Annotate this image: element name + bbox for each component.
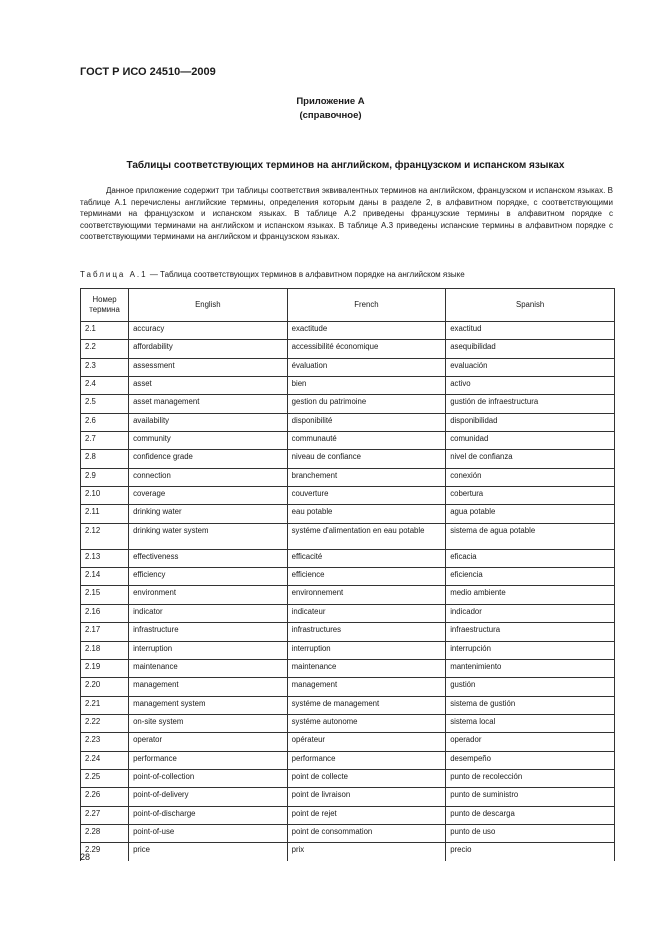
french-term-cell: maintenance [287, 659, 446, 677]
table-body [81, 322, 615, 861]
spanish-term-cell: desempeño [446, 751, 615, 769]
french-term-cell: communauté [287, 432, 446, 450]
term-number-cell: 2.26 [81, 788, 129, 806]
spanish-term-cell: sistema de gustión [446, 696, 615, 714]
english-term-cell: drinking water [129, 505, 288, 523]
english-term-cell: environment [129, 586, 288, 604]
english-term-cell: point-of-delivery [129, 788, 288, 806]
page-number: 28 [80, 852, 91, 862]
spanish-term-cell: punto de descarga [446, 806, 615, 824]
table-row [81, 450, 615, 468]
header-french: French [287, 289, 446, 322]
spanish-term-cell: precio [446, 843, 615, 861]
english-term-cell: maintenance [129, 659, 288, 677]
table-row [81, 843, 615, 861]
table-row [81, 604, 615, 622]
spanish-term-cell: evaluación [446, 358, 615, 376]
table-row [81, 678, 615, 696]
spanish-term-cell: operador [446, 733, 615, 751]
table-row [81, 340, 615, 358]
spanish-term-cell: cobertura [446, 487, 615, 505]
french-term-cell: niveau de confiance [287, 450, 446, 468]
spanish-term-cell: agua potable [446, 505, 615, 523]
spanish-term-cell: conexión [446, 468, 615, 486]
english-term-cell: affordability [129, 340, 288, 358]
term-number-cell: 2.27 [81, 806, 129, 824]
table-row [81, 586, 615, 604]
table-row [81, 505, 615, 523]
french-term-cell: management [287, 678, 446, 696]
spanish-term-cell: eficacia [446, 549, 615, 567]
table-row [81, 432, 615, 450]
header-spanish: Spanish [446, 289, 615, 322]
french-term-cell: branchement [287, 468, 446, 486]
french-term-cell: évaluation [287, 358, 446, 376]
french-term-cell: point de collecte [287, 769, 446, 787]
french-term-cell: eau potable [287, 505, 446, 523]
english-term-cell: connection [129, 468, 288, 486]
english-term-cell: interruption [129, 641, 288, 659]
spanish-term-cell: gustión de infraestructura [446, 395, 615, 413]
spanish-term-cell: medio ambiente [446, 586, 615, 604]
table-row [81, 395, 615, 413]
english-term-cell: confidence grade [129, 450, 288, 468]
spanish-term-cell: punto de uso [446, 824, 615, 842]
spanish-term-cell: interrupción [446, 641, 615, 659]
french-term-cell: performance [287, 751, 446, 769]
table-row [81, 806, 615, 824]
french-term-cell: gestion du patrimoine [287, 395, 446, 413]
term-number-cell: 2.2 [81, 340, 129, 358]
english-term-cell: performance [129, 751, 288, 769]
english-term-cell: asset management [129, 395, 288, 413]
term-number-cell: 2.15 [81, 586, 129, 604]
french-term-cell: systéme autonome [287, 714, 446, 732]
english-term-cell: on-site system [129, 714, 288, 732]
term-number-cell: 2.29 [81, 843, 129, 861]
english-term-cell: drinking water system [129, 523, 288, 549]
table-row [81, 413, 615, 431]
spanish-term-cell: exactitud [446, 322, 615, 340]
english-term-cell: effectiveness [129, 549, 288, 567]
table-row [81, 377, 615, 395]
english-term-cell: infrastructure [129, 623, 288, 641]
table-row [81, 788, 615, 806]
spanish-term-cell: gustión [446, 678, 615, 696]
term-number-cell: 2.3 [81, 358, 129, 376]
english-term-cell: management [129, 678, 288, 696]
table-row [81, 549, 615, 567]
french-term-cell: exactitude [287, 322, 446, 340]
english-term-cell: point-of-discharge [129, 806, 288, 824]
french-term-cell: environnement [287, 586, 446, 604]
table-row [81, 487, 615, 505]
french-term-cell: indicateur [287, 604, 446, 622]
table-row [81, 824, 615, 842]
spanish-term-cell: sistema local [446, 714, 615, 732]
table-row [81, 322, 615, 340]
table-row [81, 641, 615, 659]
spanish-term-cell: comunidad [446, 432, 615, 450]
table-row [81, 568, 615, 586]
french-term-cell: systéme d'alimentation en eau potable [287, 523, 446, 549]
term-number-cell: 2.14 [81, 568, 129, 586]
french-term-cell: point de consommation [287, 824, 446, 842]
term-number-cell: 2.23 [81, 733, 129, 751]
table-row [81, 523, 615, 549]
table-caption-text: — Таблица соответствующих терминов в алфавитном порядке на английском языке [147, 270, 465, 279]
term-number-cell: 2.6 [81, 413, 129, 431]
table-caption-label: Таблица А.1 [80, 270, 148, 279]
annex-subtitle: (справочное) [299, 110, 362, 121]
english-term-cell: indicator [129, 604, 288, 622]
term-number-cell: 2.17 [81, 623, 129, 641]
spanish-term-cell: mantenimiento [446, 659, 615, 677]
spanish-term-cell: indicador [446, 604, 615, 622]
spanish-term-cell: asequibilidad [446, 340, 615, 358]
term-number-cell: 2.24 [81, 751, 129, 769]
term-number-cell: 2.12 [81, 523, 129, 549]
spanish-term-cell: infraestructura [446, 623, 615, 641]
table-row [81, 696, 615, 714]
term-number-cell: 2.7 [81, 432, 129, 450]
spanish-term-cell: sistema de agua potable [446, 523, 615, 549]
spanish-term-cell: punto de suministro [446, 788, 615, 806]
annex-title: Приложение А [296, 96, 365, 107]
table-row [81, 769, 615, 787]
term-number-cell: 2.20 [81, 678, 129, 696]
table-row [81, 468, 615, 486]
term-number-cell: 2.18 [81, 641, 129, 659]
term-number-cell: 2.11 [81, 505, 129, 523]
header-english: English [129, 289, 288, 322]
spanish-term-cell: punto de recolección [446, 769, 615, 787]
intro-paragraph: Данное приложение содержит три таблицы соответствия эквивалентных терминов на английском, французском и испанском языках. В таблице А.1 перечислены английские термины, определения которым даны в разделе 2, в алфавитном порядке, с соответствующими терминами на французском и испанском языках. В таблице А.2 приведены французские термины в алфавитном порядке с соответствующими терминами на английском и испанском языках. В таблице А.3 приведены испанские термины в алфавитном порядке с соответствующими терминами на английском и французском языках. [80, 186, 613, 242]
french-term-cell: efficience [287, 568, 446, 586]
french-term-cell: couverture [287, 487, 446, 505]
term-number-cell: 2.4 [81, 377, 129, 395]
term-number-cell: 2.16 [81, 604, 129, 622]
english-term-cell: management system [129, 696, 288, 714]
english-term-cell: accuracy [129, 322, 288, 340]
table-row [81, 714, 615, 732]
spanish-term-cell: disponibilidad [446, 413, 615, 431]
table-row [81, 751, 615, 769]
table-row [81, 358, 615, 376]
table-row [81, 623, 615, 641]
term-number-cell: 2.10 [81, 487, 129, 505]
english-term-cell: point-of-collection [129, 769, 288, 787]
french-term-cell: opérateur [287, 733, 446, 751]
english-term-cell: price [129, 843, 288, 861]
table-row [81, 659, 615, 677]
french-term-cell: point de rejet [287, 806, 446, 824]
english-term-cell: community [129, 432, 288, 450]
term-number-cell: 2.25 [81, 769, 129, 787]
document-header: ГОСТ Р ИСО 24510—2009 [80, 66, 216, 78]
term-number-cell: 2.1 [81, 322, 129, 340]
french-term-cell: point de livraison [287, 788, 446, 806]
table-header-row [81, 289, 615, 322]
french-term-cell: accessibilité économique [287, 340, 446, 358]
french-term-cell: prix [287, 843, 446, 861]
english-term-cell: availability [129, 413, 288, 431]
french-term-cell: bien [287, 377, 446, 395]
section-title: Таблицы соответствующих терминов на английском, французском и испанском языках [126, 160, 565, 171]
english-term-cell: efficiency [129, 568, 288, 586]
header-number: Номер термина [81, 289, 129, 322]
table-row [81, 733, 615, 751]
spanish-term-cell: eficiencia [446, 568, 615, 586]
term-number-cell: 2.19 [81, 659, 129, 677]
terms-table [80, 288, 615, 861]
term-number-cell: 2.13 [81, 549, 129, 567]
term-number-cell: 2.22 [81, 714, 129, 732]
english-term-cell: point-of-use [129, 824, 288, 842]
spanish-term-cell: activo [446, 377, 615, 395]
english-term-cell: coverage [129, 487, 288, 505]
term-number-cell: 2.28 [81, 824, 129, 842]
french-term-cell: infrastructures [287, 623, 446, 641]
french-term-cell: disponibilité [287, 413, 446, 431]
french-term-cell: interruption [287, 641, 446, 659]
english-term-cell: assessment [129, 358, 288, 376]
term-number-cell: 2.8 [81, 450, 129, 468]
term-number-cell: 2.5 [81, 395, 129, 413]
french-term-cell: efficacité [287, 549, 446, 567]
spanish-term-cell: nivel de confianza [446, 450, 615, 468]
english-term-cell: operator [129, 733, 288, 751]
term-number-cell: 2.21 [81, 696, 129, 714]
table-caption [80, 270, 465, 279]
english-term-cell: asset [129, 377, 288, 395]
term-number-cell: 2.9 [81, 468, 129, 486]
french-term-cell: systéme de management [287, 696, 446, 714]
